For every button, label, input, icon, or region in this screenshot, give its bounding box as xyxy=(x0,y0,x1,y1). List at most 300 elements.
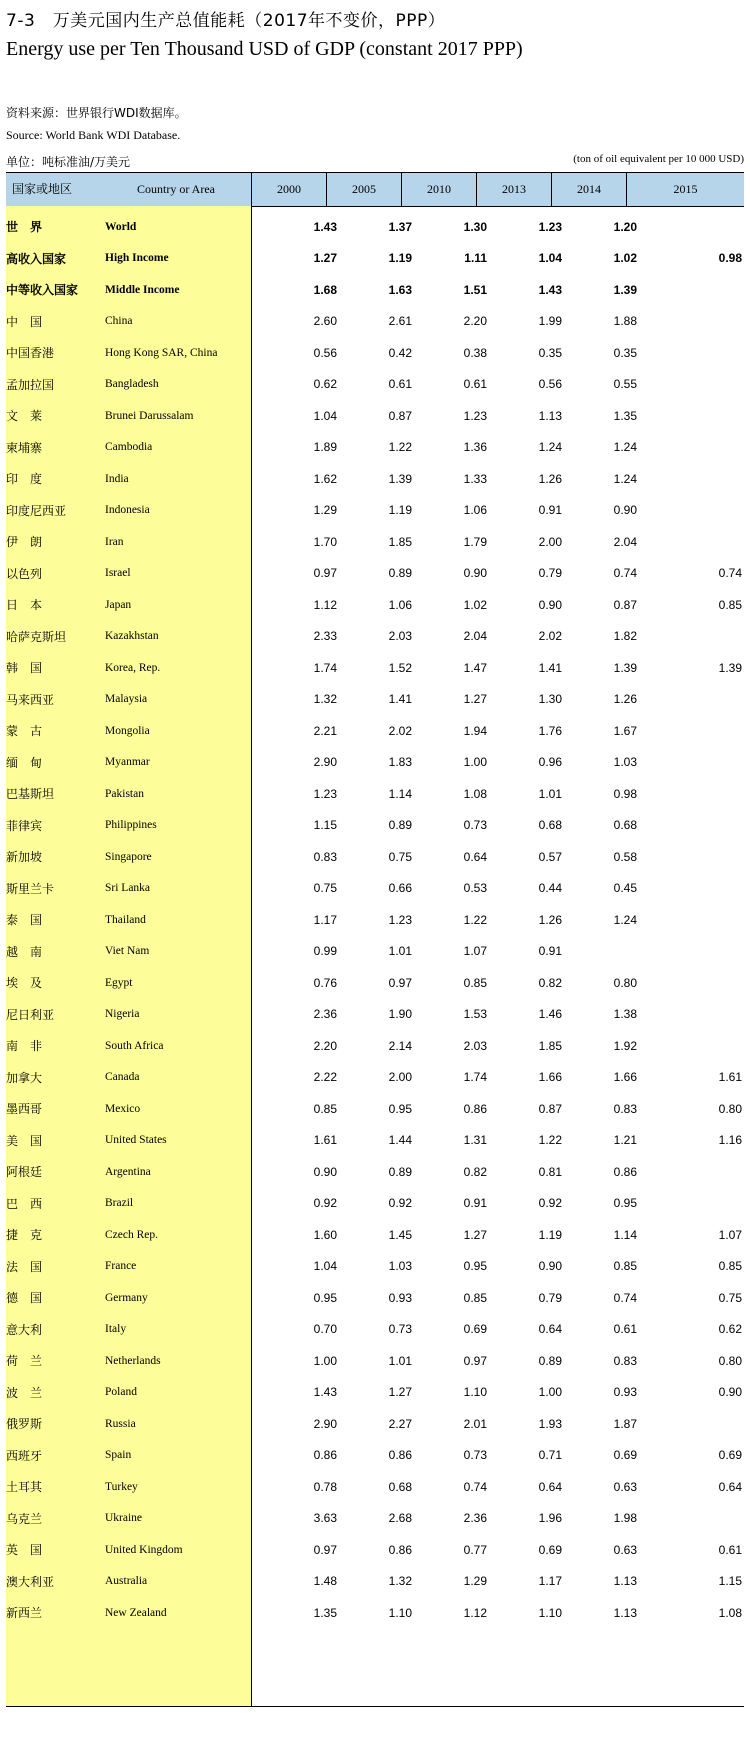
table-row xyxy=(6,495,744,527)
value-cell: 0.66 xyxy=(388,881,412,896)
country-name-zh: 印度尼西亚 xyxy=(6,503,67,518)
value-cell: 0.89 xyxy=(388,1164,412,1179)
value-cell: 0.70 xyxy=(313,1322,337,1337)
value-cell: 1.00 xyxy=(463,755,487,770)
value-cell: 1.36 xyxy=(463,440,487,455)
country-name-en: World xyxy=(105,220,137,233)
country-name-zh: 高收入国家 xyxy=(6,251,67,266)
value-cell: 0.35 xyxy=(613,345,637,360)
value-cell: 1.21 xyxy=(613,1133,637,1148)
value-cell: 0.73 xyxy=(388,1322,412,1337)
country-name-zh: 阿根廷 xyxy=(6,1165,43,1180)
value-cell: 2.36 xyxy=(463,1511,487,1526)
value-cell: 1.52 xyxy=(388,660,412,675)
country-name-zh: 孟加拉国 xyxy=(6,377,55,392)
value-cell: 0.80 xyxy=(718,1353,742,1368)
value-cell: 0.85 xyxy=(718,1259,742,1274)
value-cell: 1.07 xyxy=(718,1227,742,1242)
value-cell: 0.98 xyxy=(613,786,637,801)
value-cell: 1.13 xyxy=(613,1605,637,1620)
table-row xyxy=(6,841,744,873)
value-cell: 1.88 xyxy=(613,314,637,329)
value-cell: 0.90 xyxy=(613,503,637,518)
value-cell: 1.89 xyxy=(313,440,337,455)
country-name-zh: 澳大利亚 xyxy=(6,1574,55,1589)
value-cell: 1.22 xyxy=(538,1133,562,1148)
country-name-en: Poland xyxy=(105,1386,137,1399)
value-cell: 0.91 xyxy=(538,503,562,518)
value-cell: 0.92 xyxy=(313,1196,337,1211)
value-cell: 1.32 xyxy=(313,692,337,707)
value-cell: 1.01 xyxy=(538,786,562,801)
value-cell: 2.01 xyxy=(463,1416,487,1431)
table-row xyxy=(6,1314,744,1346)
country-name-en: Israel xyxy=(105,567,131,580)
value-cell: 1.27 xyxy=(313,251,337,266)
country-name-en: India xyxy=(105,472,129,485)
value-cell: 1.41 xyxy=(388,692,412,707)
country-name-en: Thailand xyxy=(105,913,146,926)
value-cell: 0.78 xyxy=(313,1479,337,1494)
value-cell xyxy=(668,621,742,653)
table-row xyxy=(6,1566,744,1598)
value-cell: 1.08 xyxy=(463,786,487,801)
value-cell: 1.01 xyxy=(388,944,412,959)
value-cell: 1.07 xyxy=(463,944,487,959)
table-row xyxy=(6,211,744,243)
value-cell: 1.15 xyxy=(313,818,337,833)
value-cell: 1.04 xyxy=(313,1259,337,1274)
value-cell xyxy=(668,747,742,779)
header-year: 2000 xyxy=(251,173,326,206)
value-cell: 1.83 xyxy=(388,755,412,770)
country-name-zh: 柬埔寨 xyxy=(6,440,43,455)
country-name-zh: 世 界 xyxy=(6,220,43,235)
value-cell: 0.44 xyxy=(538,881,562,896)
country-name-zh: 中等收入国家 xyxy=(6,283,79,298)
value-cell xyxy=(668,715,742,747)
value-cell xyxy=(668,432,742,464)
value-cell: 0.85 xyxy=(463,1290,487,1305)
country-name-en: Mongolia xyxy=(105,724,150,737)
value-cell: 0.83 xyxy=(613,1353,637,1368)
value-cell: 1.39 xyxy=(718,660,742,675)
country-name-zh: 德 国 xyxy=(6,1291,43,1306)
table-row xyxy=(6,621,744,653)
value-cell xyxy=(668,810,742,842)
value-cell: 1.74 xyxy=(463,1070,487,1085)
table-bottom-rule xyxy=(6,1706,744,1707)
country-name-en: Mexico xyxy=(105,1102,141,1115)
value-cell: 0.75 xyxy=(313,881,337,896)
country-name-en: Sri Lanka xyxy=(105,882,151,895)
value-cell: 1.98 xyxy=(613,1511,637,1526)
value-cell xyxy=(668,1030,742,1062)
value-cell: 0.62 xyxy=(313,377,337,392)
table-row xyxy=(6,1062,744,1094)
value-cell: 2.36 xyxy=(313,1007,337,1022)
country-name-en: South Africa xyxy=(105,1039,164,1052)
value-cell: 2.00 xyxy=(538,534,562,549)
value-cell xyxy=(668,684,742,716)
value-cell: 0.80 xyxy=(718,1101,742,1116)
header-year: 2014 xyxy=(551,173,626,206)
value-cell: 1.23 xyxy=(538,219,562,234)
value-cell: 0.61 xyxy=(718,1542,742,1557)
value-cell: 0.61 xyxy=(463,377,487,392)
value-cell: 3.63 xyxy=(313,1511,337,1526)
table-row xyxy=(6,1093,744,1125)
value-cell: 1.23 xyxy=(388,912,412,927)
value-cell: 0.64 xyxy=(463,849,487,864)
value-cell: 0.92 xyxy=(388,1196,412,1211)
value-cell: 0.91 xyxy=(463,1196,487,1211)
value-cell: 1.66 xyxy=(538,1070,562,1085)
value-cell: 1.14 xyxy=(388,786,412,801)
value-cell: 0.97 xyxy=(313,566,337,581)
value-cell: 1.27 xyxy=(388,1385,412,1400)
country-name-zh: 巴基斯坦 xyxy=(6,787,55,802)
value-cell: 1.68 xyxy=(313,282,337,297)
value-cell xyxy=(668,841,742,873)
value-cell: 1.13 xyxy=(613,1574,637,1589)
value-cell: 0.92 xyxy=(538,1196,562,1211)
value-cell: 0.63 xyxy=(613,1542,637,1557)
value-cell: 0.76 xyxy=(313,975,337,990)
value-cell: 0.64 xyxy=(538,1322,562,1337)
value-cell: 1.45 xyxy=(388,1227,412,1242)
value-cell: 1.44 xyxy=(388,1133,412,1148)
table-row xyxy=(6,1534,744,1566)
value-cell: 0.74 xyxy=(613,1290,637,1305)
header-year: 2013 xyxy=(476,173,551,206)
country-name-en: Korea, Rep. xyxy=(105,661,161,674)
country-name-en: Turkey xyxy=(105,1480,138,1493)
value-cell: 0.95 xyxy=(313,1290,337,1305)
value-cell: 1.46 xyxy=(538,1007,562,1022)
value-cell: 0.95 xyxy=(463,1259,487,1274)
table-row xyxy=(6,684,744,716)
table-row xyxy=(6,1156,744,1188)
table-row xyxy=(6,1503,744,1535)
value-cell: 1.37 xyxy=(388,219,412,234)
country-name-en: Ukraine xyxy=(105,1512,143,1525)
value-cell: 0.55 xyxy=(613,377,637,392)
value-cell: 1.76 xyxy=(538,723,562,738)
country-name-en: Brunei Darussalam xyxy=(105,409,194,422)
value-cell: 1.67 xyxy=(613,723,637,738)
value-cell: 0.45 xyxy=(613,881,637,896)
value-cell: 0.73 xyxy=(463,1448,487,1463)
country-name-zh: 乌克兰 xyxy=(6,1511,43,1526)
value-cell: 1.29 xyxy=(313,503,337,518)
country-name-en: Australia xyxy=(105,1575,148,1588)
value-cell: 0.68 xyxy=(613,818,637,833)
unit-note-zh: 单位：吨标准油/万美元 xyxy=(6,155,131,169)
value-cell: 1.01 xyxy=(388,1353,412,1368)
value-cell: 0.87 xyxy=(388,408,412,423)
country-name-en: Bangladesh xyxy=(105,378,159,391)
value-cell: 1.11 xyxy=(464,251,487,266)
source-note-zh: 资料来源：世界银行WDI数据库。 xyxy=(6,106,187,120)
value-cell: 0.69 xyxy=(718,1448,742,1463)
table-row xyxy=(6,1345,744,1377)
value-cell: 1.02 xyxy=(463,597,487,612)
value-cell: 1.63 xyxy=(388,282,412,297)
header-year: 2010 xyxy=(401,173,476,206)
value-cell: 0.68 xyxy=(388,1479,412,1494)
value-cell: 0.69 xyxy=(613,1448,637,1463)
value-cell: 0.97 xyxy=(313,1542,337,1557)
value-cell: 0.86 xyxy=(463,1101,487,1116)
country-name-en: Malaysia xyxy=(105,693,148,706)
table-row xyxy=(6,432,744,464)
value-cell: 2.04 xyxy=(613,534,637,549)
value-cell xyxy=(668,526,742,558)
value-cell: 0.80 xyxy=(613,975,637,990)
value-cell: 1.39 xyxy=(613,282,637,297)
table-row xyxy=(6,1251,744,1283)
value-cell: 1.24 xyxy=(538,440,562,455)
value-cell: 0.42 xyxy=(388,345,412,360)
value-cell: 0.35 xyxy=(538,345,562,360)
value-cell: 1.03 xyxy=(613,755,637,770)
value-cell: 1.10 xyxy=(388,1605,412,1620)
country-name-zh: 巴 西 xyxy=(6,1196,43,1211)
country-name-en: Czech Rep. xyxy=(105,1228,159,1241)
value-cell: 1.70 xyxy=(313,534,337,549)
source-note-en: Source: World Bank WDI Database. xyxy=(6,128,181,142)
table-row xyxy=(6,463,744,495)
value-cell: 1.04 xyxy=(538,251,562,266)
value-cell: 0.90 xyxy=(313,1164,337,1179)
value-cell: 0.82 xyxy=(538,975,562,990)
value-cell: 0.74 xyxy=(718,566,742,581)
value-cell: 0.89 xyxy=(538,1353,562,1368)
header-year: 2015 xyxy=(626,173,744,206)
value-cell: 2.90 xyxy=(313,755,337,770)
country-name-zh: 以色列 xyxy=(6,566,43,581)
value-cell: 1.90 xyxy=(388,1007,412,1022)
value-cell: 1.06 xyxy=(463,503,487,518)
value-cell: 1.61 xyxy=(718,1070,742,1085)
value-cell: 0.77 xyxy=(463,1542,487,1557)
value-cell: 2.20 xyxy=(463,314,487,329)
value-cell: 0.89 xyxy=(388,818,412,833)
table-row xyxy=(6,1377,744,1409)
value-cell: 0.57 xyxy=(538,849,562,864)
value-cell: 2.60 xyxy=(313,314,337,329)
value-cell: 0.82 xyxy=(463,1164,487,1179)
country-name-zh: 中 国 xyxy=(6,314,43,329)
value-cell: 1.14 xyxy=(613,1227,637,1242)
value-cell: 0.71 xyxy=(538,1448,562,1463)
value-cell: 1.32 xyxy=(388,1574,412,1589)
value-cell xyxy=(668,337,742,369)
table-row xyxy=(6,558,744,590)
country-name-en: Japan xyxy=(105,598,132,611)
value-cell: 1.33 xyxy=(463,471,487,486)
value-cell: 0.85 xyxy=(718,597,742,612)
value-cell xyxy=(668,463,742,495)
value-cell: 2.00 xyxy=(388,1070,412,1085)
value-cell: 1.43 xyxy=(538,282,562,297)
value-cell: 1.35 xyxy=(613,408,637,423)
value-cell: 1.17 xyxy=(538,1574,562,1589)
value-cell: 1.96 xyxy=(538,1511,562,1526)
value-cell xyxy=(668,1503,742,1535)
value-cell xyxy=(668,369,742,401)
value-cell: 1.94 xyxy=(463,723,487,738)
country-name-zh: 南 非 xyxy=(6,1039,43,1054)
value-cell: 1.61 xyxy=(313,1133,337,1148)
country-name-zh: 法 国 xyxy=(6,1259,43,1274)
value-cell xyxy=(668,495,742,527)
value-cell: 2.21 xyxy=(313,723,337,738)
country-name-en: Argentina xyxy=(105,1165,151,1178)
country-name-zh: 斯里兰卡 xyxy=(6,881,55,896)
table-row xyxy=(6,936,744,968)
value-cell: 1.74 xyxy=(313,660,337,675)
country-name-en: Kazakhstan xyxy=(105,630,159,643)
header-country-en: Country or Area xyxy=(137,182,215,196)
table-row xyxy=(6,1030,744,1062)
value-cell: 1.23 xyxy=(313,786,337,801)
country-name-en: United States xyxy=(105,1134,167,1147)
value-cell xyxy=(668,306,742,338)
value-cell: 0.69 xyxy=(463,1322,487,1337)
table-row xyxy=(6,589,744,621)
table-row xyxy=(6,243,744,275)
value-cell: 1.26 xyxy=(613,692,637,707)
value-cell: 1.85 xyxy=(388,534,412,549)
value-cell: 0.85 xyxy=(313,1101,337,1116)
value-cell: 0.75 xyxy=(718,1290,742,1305)
table-header xyxy=(6,172,744,207)
value-cell: 1.16 xyxy=(718,1133,742,1148)
value-cell xyxy=(668,1188,742,1220)
value-cell: 0.90 xyxy=(463,566,487,581)
value-cell: 0.74 xyxy=(463,1479,487,1494)
value-cell: 1.22 xyxy=(388,440,412,455)
value-cell xyxy=(668,778,742,810)
value-cell: 1.23 xyxy=(463,408,487,423)
country-name-en: Canada xyxy=(105,1071,140,1084)
value-cell: 1.31 xyxy=(463,1133,487,1148)
value-cell: 2.02 xyxy=(538,629,562,644)
value-cell xyxy=(668,999,742,1031)
value-cell: 1.00 xyxy=(313,1353,337,1368)
value-cell: 1.12 xyxy=(313,597,337,612)
value-cell: 1.53 xyxy=(463,1007,487,1022)
value-cell: 1.15 xyxy=(718,1574,742,1589)
value-cell: 1.92 xyxy=(613,1038,637,1053)
value-cell: 1.87 xyxy=(613,1416,637,1431)
value-cell: 1.17 xyxy=(313,912,337,927)
country-name-zh: 捷 克 xyxy=(6,1228,43,1243)
value-cell: 0.93 xyxy=(613,1385,637,1400)
table-row xyxy=(6,526,744,558)
country-name-en: Hong Kong SAR, China xyxy=(105,346,218,359)
unit-note-en: (ton of oil equivalent per 10 000 USD) xyxy=(573,153,744,165)
value-cell: 0.93 xyxy=(388,1290,412,1305)
value-cell: 0.73 xyxy=(463,818,487,833)
header-year: 2005 xyxy=(326,173,401,206)
value-cell: 2.14 xyxy=(388,1038,412,1053)
country-name-en: Indonesia xyxy=(105,504,150,517)
value-cell: 1.26 xyxy=(538,912,562,927)
value-cell: 0.97 xyxy=(388,975,412,990)
value-cell: 0.83 xyxy=(313,849,337,864)
value-cell: 1.10 xyxy=(538,1605,562,1620)
country-name-zh: 泰 国 xyxy=(6,913,43,928)
value-cell: 0.56 xyxy=(538,377,562,392)
country-name-zh: 伊 朗 xyxy=(6,535,43,550)
country-name-zh: 加拿大 xyxy=(6,1070,43,1085)
country-name-zh: 越 南 xyxy=(6,944,43,959)
table-row xyxy=(6,1440,744,1472)
country-name-zh: 菲律宾 xyxy=(6,818,43,833)
value-cell: 1.39 xyxy=(388,471,412,486)
value-cell: 1.85 xyxy=(538,1038,562,1053)
value-cell: 0.86 xyxy=(388,1448,412,1463)
country-name-zh: 俄罗斯 xyxy=(6,1417,43,1432)
country-name-en: Germany xyxy=(105,1291,148,1304)
value-cell: 1.22 xyxy=(463,912,487,927)
value-cell: 0.95 xyxy=(388,1101,412,1116)
value-cell: 0.91 xyxy=(538,944,562,959)
country-name-en: Nigeria xyxy=(105,1008,140,1021)
country-name-zh: 波 兰 xyxy=(6,1385,43,1400)
value-cell: 0.90 xyxy=(538,1259,562,1274)
value-cell: 1.93 xyxy=(538,1416,562,1431)
value-cell: 1.62 xyxy=(313,471,337,486)
country-name-zh: 日 本 xyxy=(6,598,43,613)
value-cell: 1.03 xyxy=(388,1259,412,1274)
value-cell xyxy=(668,1156,742,1188)
value-cell: 0.75 xyxy=(388,849,412,864)
value-cell: 0.63 xyxy=(613,1479,637,1494)
table-row xyxy=(6,747,744,779)
value-cell: 0.99 xyxy=(313,944,337,959)
value-cell: 0.86 xyxy=(388,1542,412,1557)
country-name-zh: 美 国 xyxy=(6,1133,43,1148)
value-cell: 1.79 xyxy=(463,534,487,549)
country-name-en: Brazil xyxy=(105,1197,134,1210)
value-cell: 0.97 xyxy=(463,1353,487,1368)
value-cell: 0.95 xyxy=(613,1196,637,1211)
value-cell: 1.24 xyxy=(613,912,637,927)
country-name-en: Egypt xyxy=(105,976,133,989)
value-cell: 0.56 xyxy=(313,345,337,360)
country-name-en: Spain xyxy=(105,1449,132,1462)
value-cell: 0.74 xyxy=(613,566,637,581)
country-name-zh: 新加坡 xyxy=(6,850,43,865)
country-name-en: United Kingdom xyxy=(105,1543,183,1556)
value-cell: 1.60 xyxy=(313,1227,337,1242)
table-row xyxy=(6,274,744,306)
country-name-zh: 新西兰 xyxy=(6,1606,43,1621)
country-name-zh: 荷 兰 xyxy=(6,1354,43,1369)
value-cell: 1.48 xyxy=(313,1574,337,1589)
value-cell: 2.61 xyxy=(388,314,412,329)
table-row xyxy=(6,400,744,432)
table-row xyxy=(6,967,744,999)
country-name-zh: 土耳其 xyxy=(6,1480,43,1495)
value-cell: 0.79 xyxy=(538,566,562,581)
value-cell: 1.02 xyxy=(613,251,637,266)
value-cell xyxy=(668,400,742,432)
